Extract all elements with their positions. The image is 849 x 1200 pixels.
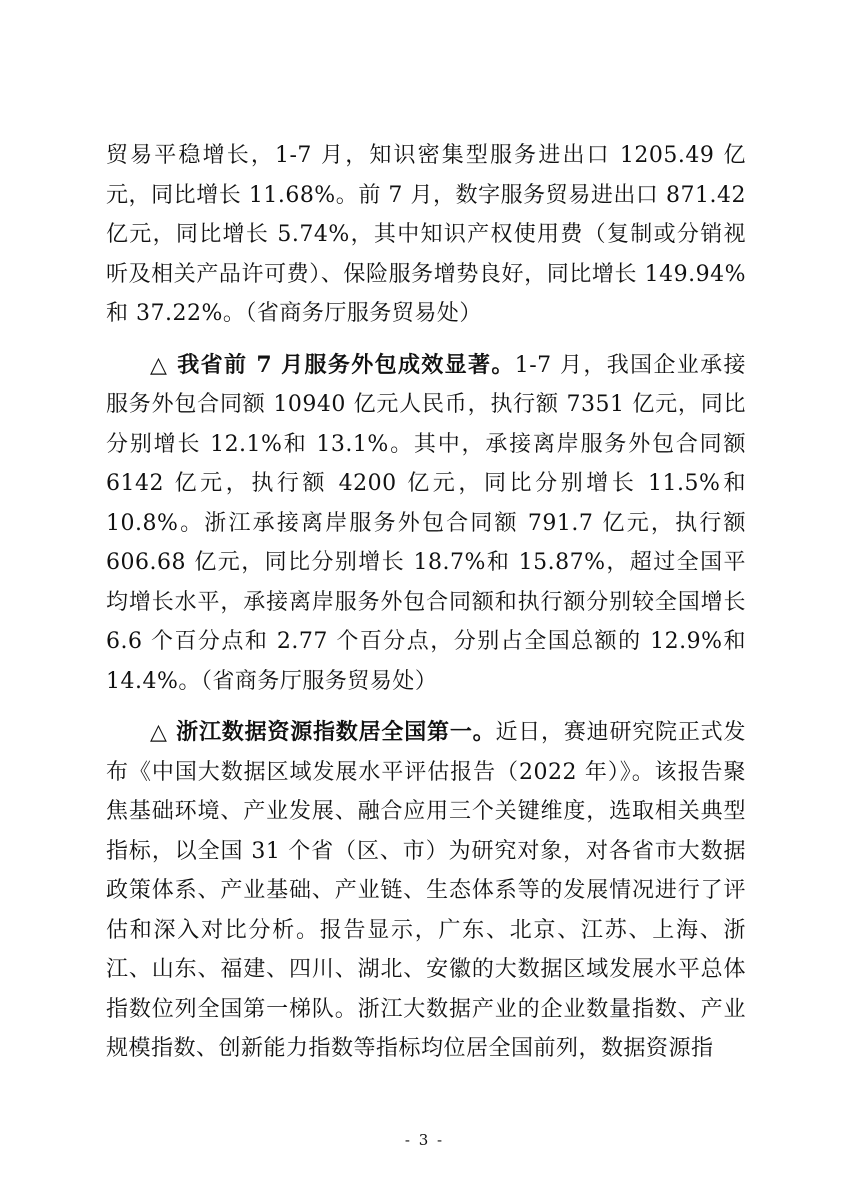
- document-body: [106, 136, 746, 1069]
- paragraph-text: 1-7 月，我国企业承接服务外包合同额 10940 亿元人民币，执行额 7351 亿元，同比分别增长 12.1%和 13.1%。其中，承接离岸服务外包合同额 6142 亿元，执行额 4200 亿元，同比分别增长 11.5%和 10.8%。浙江承接离岸服务外包合同额 791.7 亿元，执行额 606.68 亿元，同比分别增长 18.7%和 15.87%，超过全国平均增长水平，承接离岸服务外包合同额和执行额分别较全国增长 6.6 个百分点和 2.77 个百分点，分别占全国总额的 12.9%和 14.4%。（省商务厅服务贸易处）: [106, 352, 746, 694]
- paragraph-gap: [106, 701, 746, 713]
- paragraph-lead: △ 浙江数据资源指数居全国第一。: [150, 719, 496, 745]
- paragraph-trade-growth: [106, 136, 746, 334]
- paragraph-data-resource-index: [106, 713, 746, 1069]
- paragraph-text: 近日，赛迪研究院正式发布《中国大数据区域发展水平评估报告（2022 年）》。该报告聚焦基础环境、产业发展、融合应用三个关键维度，选取相关典型指标，以全国 31 个省（区、市）为研究对象，对各省市大数据政策体系、产业基础、产业链、生态体系等的发展情况进行了评估和深入对比分析。报告显示，广东、北京、江苏、上海、浙江、山东、福建、四川、湖北、安徽的大数据区域发展水平总体指数位列全国第一梯队。浙江大数据产业的企业数量指数、产业规模指数、创新能力指数等指标均位居全国前列，数据资源指: [106, 720, 746, 1061]
- page-number: - 3 -: [404, 1131, 445, 1149]
- paragraph-text: 贸易平稳增长，1-7 月，知识密集型服务进出口 1205.49 亿元，同比增长 11.68%。前 7 月，数字服务贸易进出口 871.42 亿元，同比增长 5.74%，其中知识产权使用费（复制或分销视听及相关产品许可费）、保险服务增势良好，同比增长 149.94%和 37.22%。（省商务厅服务贸易处）: [106, 143, 746, 326]
- paragraph-lead: △ 我省前 7 月服务外包成效显著。: [150, 351, 515, 378]
- paragraph-gap: [106, 334, 746, 346]
- paragraph-service-outsourcing: [106, 346, 746, 702]
